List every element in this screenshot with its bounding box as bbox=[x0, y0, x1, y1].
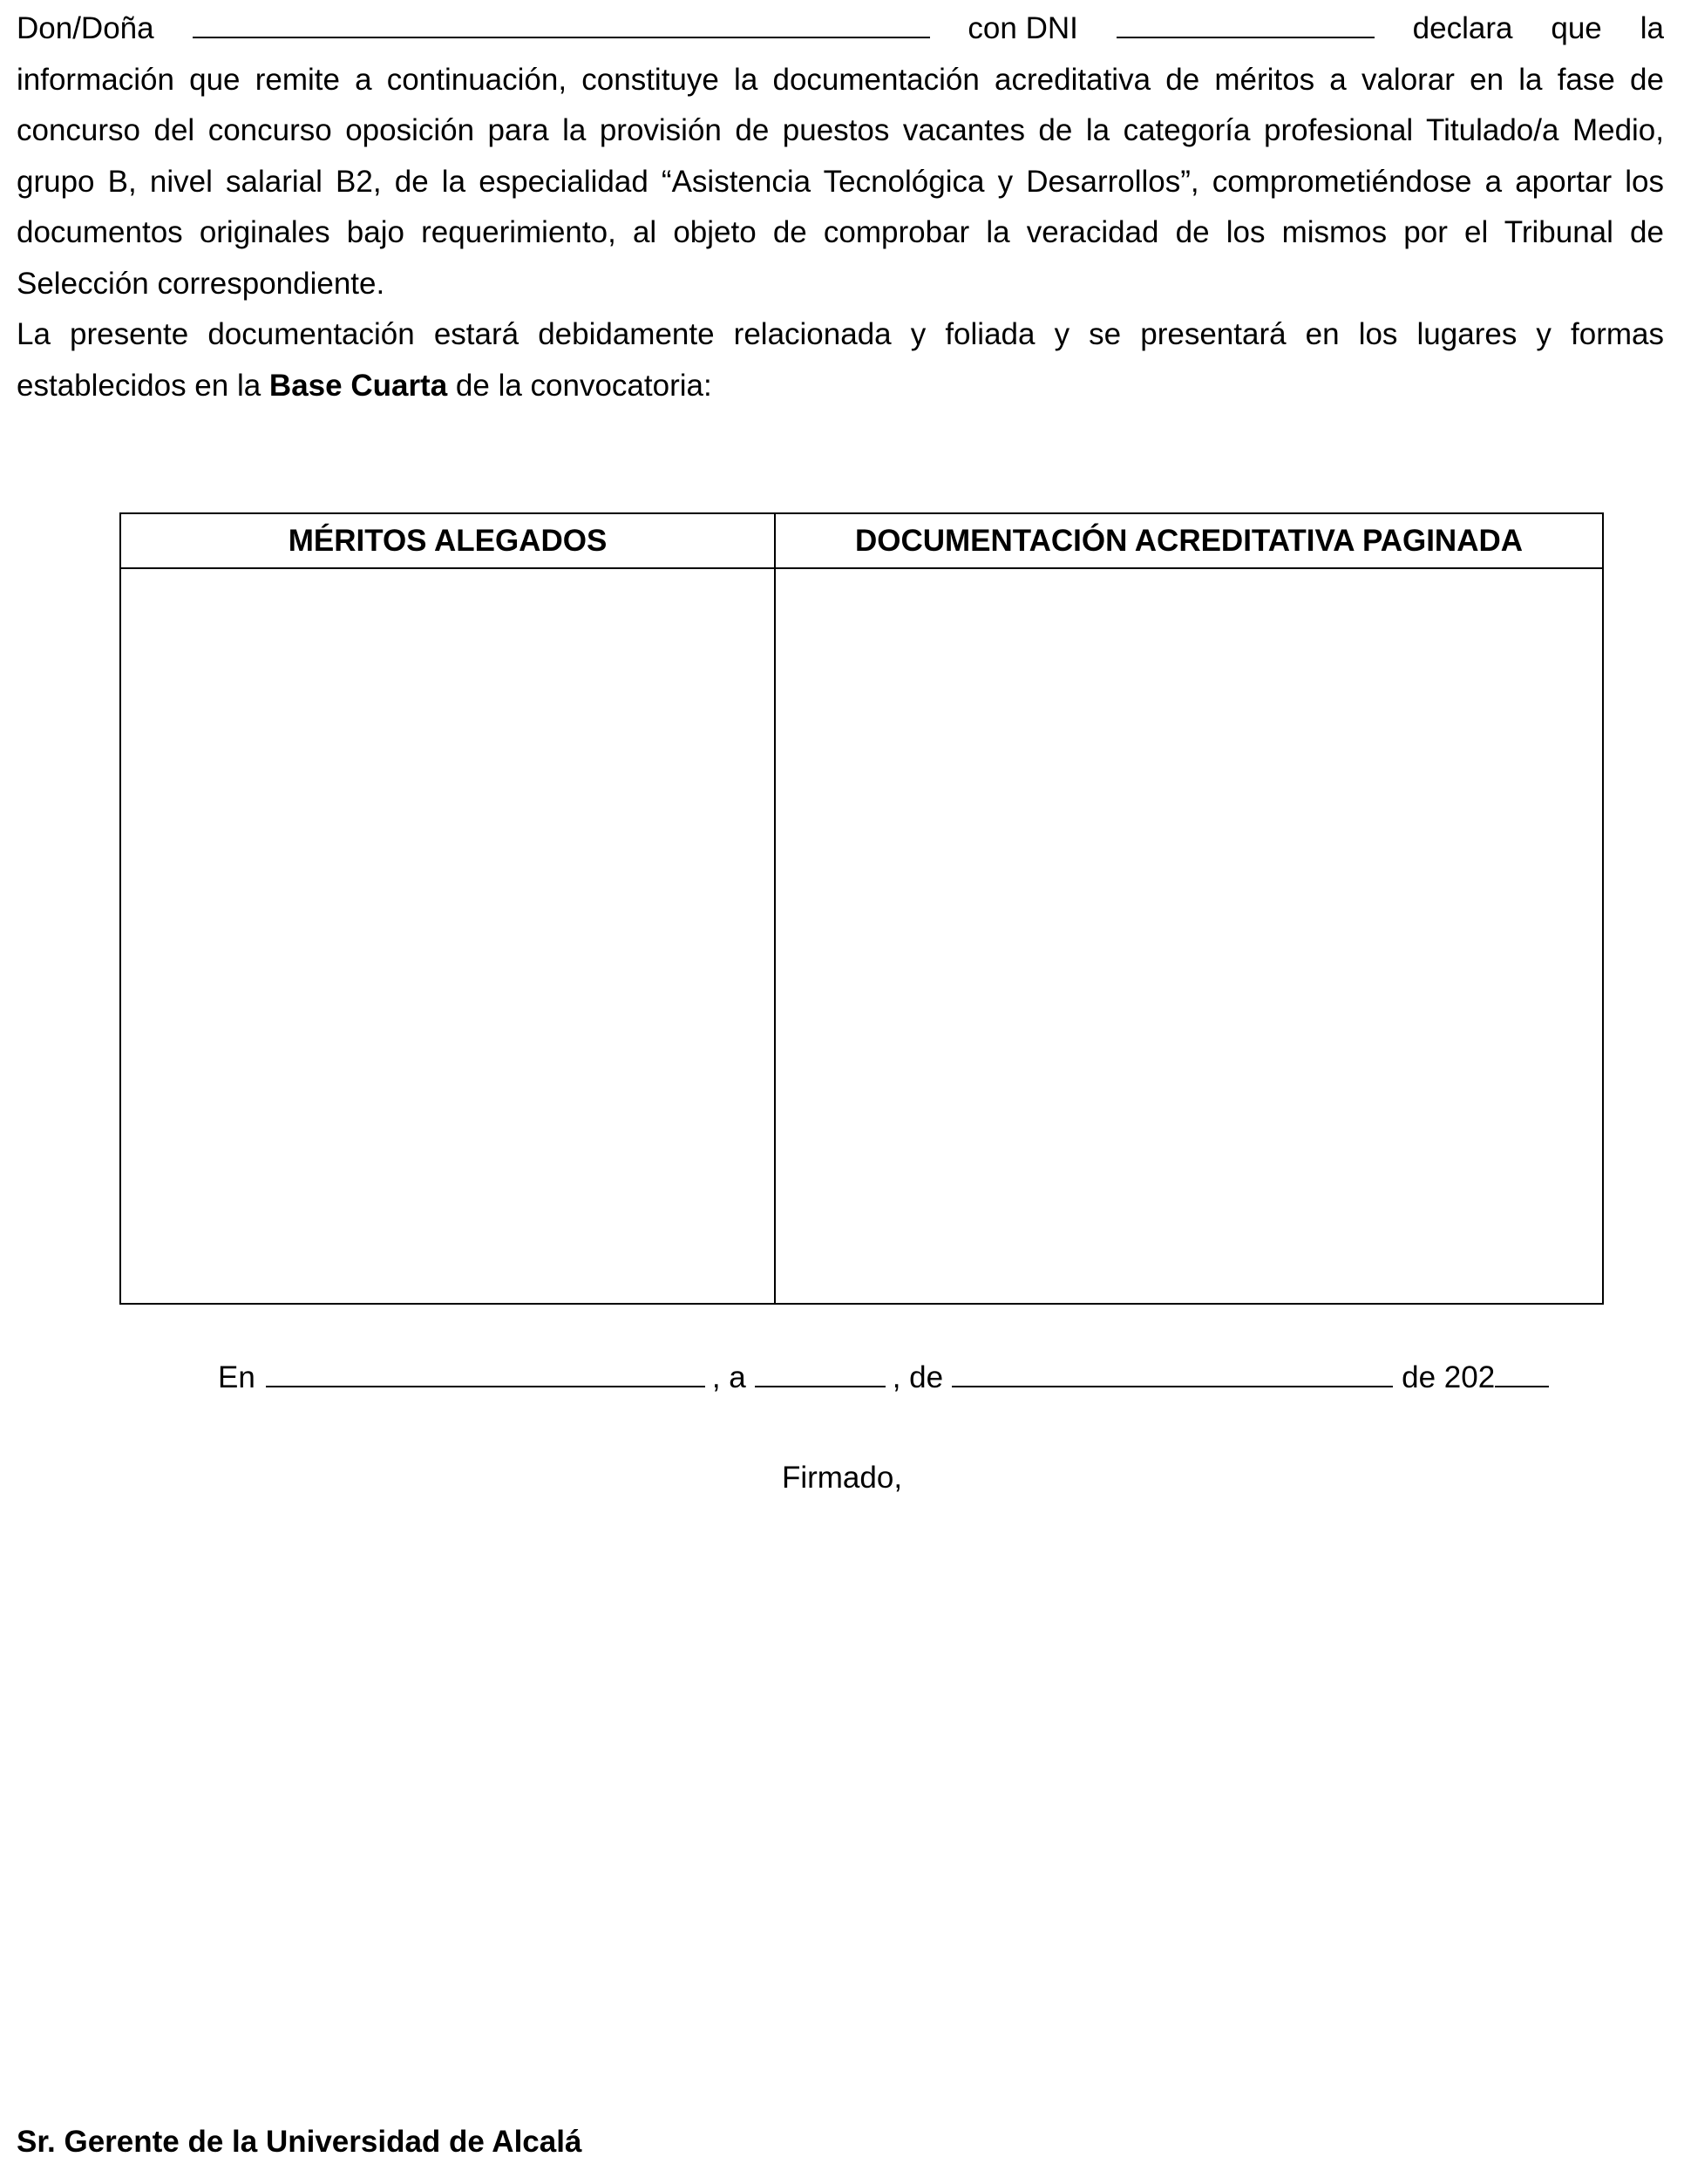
con-dni-label: con DNI bbox=[968, 11, 1078, 45]
second-paragraph-start: La presente documentación estará debidamente relacionada y foliada y se presentará en los lugares y formas establecidos en la bbox=[17, 317, 1664, 403]
meritos-alegados-cell[interactable] bbox=[120, 568, 775, 1304]
declaration-body: información que remite a continuación, constituye la documentación acreditativa de méritos a valorar en la fase de concurso del concurso oposición para la provisión de puestos vacantes de la categoría profesional Titulado/a Medio, grupo B, nivel salarial B2, de la especialidad “Asistencia Tecnológica y Desarrollos”, comprometiéndose a aportar los documentos originales bajo requerimiento, al objeto de comprobar la veracidad de los mismos por el Tribunal de Selección correspondiente. bbox=[17, 62, 1664, 301]
addressee: Sr. Gerente de la Universidad de Alcalá bbox=[17, 2125, 582, 2159]
declaration-text bbox=[17, 3, 1664, 411]
declaration-first-line bbox=[17, 3, 1664, 55]
place-blank-field[interactable] bbox=[266, 1358, 705, 1387]
documentacion-acreditativa-cell[interactable] bbox=[775, 568, 1603, 1304]
merits-table-body-row bbox=[120, 568, 1603, 1304]
declara-word: declara bbox=[1412, 11, 1513, 45]
header-documentacion-acreditativa: DOCUMENTACIÓN ACREDITATIVA PAGINADA bbox=[775, 513, 1603, 568]
header-meritos-alegados: MÉRITOS ALEGADOS bbox=[120, 513, 775, 568]
year-prefix-label: de 202 bbox=[1402, 1360, 1496, 1394]
signed-label: Firmado, bbox=[781, 1461, 903, 1495]
de-label: , de bbox=[892, 1360, 944, 1394]
second-paragraph-end: de la convocatoria: bbox=[447, 368, 712, 403]
dni-blank-field[interactable] bbox=[1117, 10, 1375, 39]
day-blank-field[interactable] bbox=[755, 1358, 886, 1387]
declaration-second-paragraph bbox=[17, 309, 1664, 411]
base-cuarta-bold: Base Cuarta bbox=[268, 368, 448, 403]
don-dona-label: Don/Doña bbox=[17, 11, 154, 45]
merits-table bbox=[119, 512, 1604, 1305]
year-blank-field[interactable] bbox=[1495, 1358, 1549, 1387]
en-label: En bbox=[218, 1360, 255, 1394]
merits-table-header-row bbox=[120, 513, 1603, 568]
la-word: la bbox=[1640, 11, 1664, 45]
que-word: que bbox=[1551, 11, 1602, 45]
month-blank-field[interactable] bbox=[952, 1358, 1393, 1387]
a-label: , a bbox=[711, 1360, 746, 1394]
name-blank-field[interactable] bbox=[193, 10, 930, 39]
place-date-line bbox=[218, 1358, 1569, 1395]
